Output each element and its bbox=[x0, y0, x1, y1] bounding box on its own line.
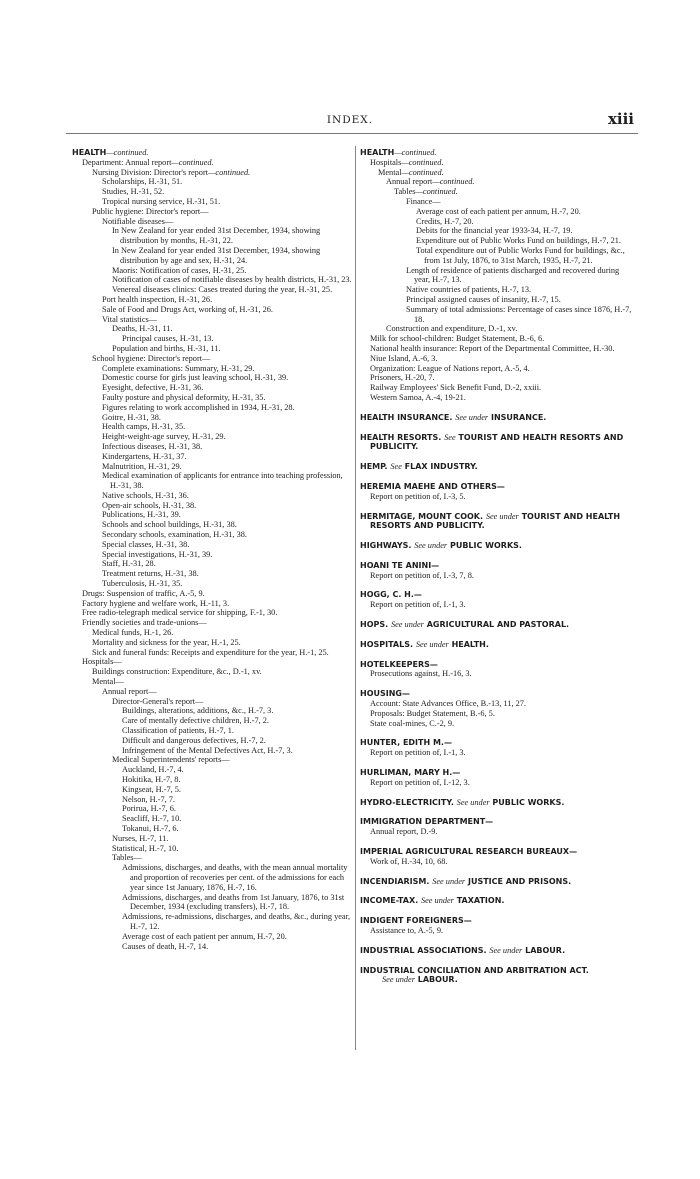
index-heading: HOGG, C. H.— bbox=[360, 590, 422, 600]
index-entry: Construction and expenditure, D.-1, xv. bbox=[386, 324, 518, 334]
index-entry: Tokanui, H.-7, 6. bbox=[122, 823, 179, 833]
index-entry: Eyesight, defective, H.-31, 36. bbox=[102, 383, 204, 393]
index-entry: Expenditure out of Public Works Fund on buildings, H.-7, 21. bbox=[416, 236, 621, 246]
index-entry: Report on petition of, I.-12, 3. bbox=[370, 777, 470, 787]
index-entry: Average cost of each patient per annum, H.-7, 20. bbox=[122, 931, 287, 941]
index-heading: INDUSTRIAL ASSOCIATIONS. See under LABOUR. bbox=[360, 945, 566, 955]
index-entry: Seacliff, H.-7, 10. bbox=[122, 814, 182, 824]
index-entry: Maoris: Notification of cases, H.-31, 25. bbox=[112, 265, 247, 275]
index-entry: In New Zealand for year ended 31st December, 1934, showing distribution by age and sex, H.-31, 24. bbox=[112, 245, 321, 265]
index-entry: Finance— bbox=[406, 196, 441, 206]
index-heading: HEMP. See FLAX INDUSTRY. bbox=[360, 462, 478, 472]
index-heading: HEALTH RESORTS. See TOURIST AND HEALTH RESORTS AND PUBLICITY. bbox=[360, 432, 624, 452]
index-heading: HURLIMAN, MARY H.— bbox=[360, 768, 461, 778]
index-entry: Scholarships, H.-31, 51. bbox=[102, 177, 183, 187]
index-entry: In New Zealand for year ended 31st December, 1934, showing distribution by months, H.-31, 22. bbox=[112, 226, 321, 246]
index-entry: Annual report, D.-9. bbox=[370, 827, 438, 837]
index-entry: Vital statistics— bbox=[102, 314, 158, 324]
index-entry: Director-General's report— bbox=[112, 696, 204, 706]
page-title: INDEX. bbox=[326, 114, 374, 126]
index-heading: INDIGENT FOREIGNERS— bbox=[360, 916, 472, 926]
index-entry: Mortality and sickness for the year, H.-1, 25. bbox=[92, 637, 241, 647]
index-entry: Port health inspection, H.-31, 26. bbox=[102, 294, 213, 304]
index-entry: Annual report— bbox=[102, 686, 157, 696]
index-heading: HOPS. See under AGRICULTURAL AND PASTORAL. bbox=[360, 620, 570, 630]
index-entry: Treatment returns, H.-31, 38. bbox=[102, 569, 199, 579]
index-entry: Admissions, discharges, and deaths, with the mean annual mortality and proportion of recoveries per cent. of the admissions for each year since 1st January, 1876, H.-7, 16. bbox=[122, 863, 348, 892]
index-entry: Care of mentally defective children, H.-7, 2. bbox=[122, 716, 269, 726]
index-entry: Schools and school buildings, H.-31, 38. bbox=[102, 520, 237, 530]
index-entry: Admissions, discharges, and deaths from 1st January, 1876, to 31st December, 1934 (excluding transfers), H.-7, 18. bbox=[122, 892, 345, 912]
index-entry: Nursing Division: Director's report—continued. bbox=[92, 167, 251, 177]
index-heading: INCENDIARISM. See under JUSTICE AND PRISONS. bbox=[360, 876, 572, 886]
index-entry: Hokitika, H.-7, 8. bbox=[122, 775, 181, 784]
index-entry: Causes of death, H.-7, 14. bbox=[122, 941, 209, 951]
index-heading: HEALTH INSURANCE. See under INSURANCE. bbox=[360, 412, 547, 422]
index-heading: IMPERIAL AGRICULTURAL RESEARCH BUREAUX— bbox=[360, 847, 578, 857]
index-entry: Special investigations, H.-31, 39. bbox=[102, 549, 213, 559]
index-entry: School hygiene: Director's report— bbox=[92, 353, 211, 363]
index-entry: Native countries of patients, H.-7, 13. bbox=[406, 285, 532, 295]
index-heading: HOSPITALS. See under HEALTH. bbox=[360, 639, 489, 649]
index-heading: HEALTH—continued. bbox=[72, 148, 149, 157]
index-entry: Classification of patients, H.-7, 1. bbox=[122, 726, 234, 736]
index-entry: Medical funds, H.-1, 26. bbox=[92, 628, 174, 638]
index-heading: HEREMIA MAEHE AND OTHERS— bbox=[360, 481, 505, 491]
index-entry: Admissions, re-admissions, discharges, and deaths, &c., during year, H.-7, 12. bbox=[122, 912, 351, 931]
index-entry: Infectious diseases, H.-31, 38. bbox=[102, 441, 203, 451]
index-entry: Infringement of the Mental Defectives Act, H.-7, 3. bbox=[122, 745, 293, 755]
index-entry: State coal-mines, C.-2, 9. bbox=[370, 718, 455, 728]
index-entry: Deaths, H.-31, 11. bbox=[112, 324, 173, 334]
index-heading: INDUSTRIAL CONCILIATION AND ARBITRATION ACT. bbox=[360, 965, 589, 975]
index-entry: Domestic course for girls just leaving school, H.-31, 39. bbox=[102, 373, 289, 383]
index-heading: HERMITAGE, MOUNT COOK. See under TOURIST AND HEALTH RESORTS AND PUBLICITY. bbox=[360, 511, 621, 531]
index-entry: Free radio-telegraph medical service for shipping, F.-1, 30. bbox=[82, 608, 278, 618]
index-entry: Work of, H.-34, 10, 68. bbox=[370, 856, 448, 866]
index-entry: Organization: League of Nations report, A.-5, 4. bbox=[370, 363, 530, 373]
index-entry: Debits for the financial year 1933-34, H.-7, 19. bbox=[416, 226, 573, 236]
page-number: xiii bbox=[607, 110, 634, 128]
index-entry: Difficult and dangerous defectives, H.-7, 2. bbox=[122, 735, 266, 745]
index-entry: Principal assigned causes of insanity, H.-7, 15. bbox=[406, 294, 561, 304]
index-entry: Factory hygiene and welfare work, H.-11, 3. bbox=[82, 598, 230, 608]
index-entry: Drugs: Suspension of traffic, A.-5, 9. bbox=[82, 588, 205, 598]
index-entry: Faulty posture and physical deformity, H.-31, 35. bbox=[102, 392, 266, 402]
index-entry: Tropical nursing service, H.-31, 51. bbox=[102, 196, 221, 206]
column-divider bbox=[355, 146, 356, 1050]
index-entry: Public hygiene: Director's report— bbox=[92, 206, 209, 216]
index-entry: Buildings construction: Expenditure, &c., D.-1, xv. bbox=[92, 667, 262, 677]
index-heading: HIGHWAYS. See under PUBLIC WORKS. bbox=[360, 541, 522, 551]
index-entry: Summary of total admissions: Percentage of cases since 1876, H.-7, 18. bbox=[406, 304, 632, 324]
index-entry: Venereal diseases clinics: Cases treated during the year, H.-31, 25. bbox=[112, 285, 333, 295]
index-entry: Mental— bbox=[92, 677, 124, 687]
index-heading: HOUSING— bbox=[360, 689, 410, 699]
index-entry: Principal causes, H.-31, 13. bbox=[122, 334, 214, 344]
index-heading: INCOME-TAX. See under TAXATION. bbox=[360, 896, 505, 906]
index-entry: Health camps, H.-31, 35. bbox=[102, 422, 186, 432]
index-entry: Complete examinations: Summary, H.-31, 29. bbox=[102, 363, 255, 373]
index-entry: Hospitals—continued. bbox=[370, 157, 444, 167]
index-entry: Report on petition of, I.-3, 7, 8. bbox=[370, 570, 474, 580]
index-entry: Malnutrition, H.-31, 29. bbox=[102, 461, 182, 471]
index-entry: Average cost of each patient per annum, H.-7, 20. bbox=[416, 206, 581, 216]
index-entry: Native schools, H.-31, 36. bbox=[102, 490, 189, 500]
index-entry: Friendly societies and trade-unions— bbox=[82, 618, 207, 628]
index-entry: Length of residence of patients discharged and recovered during year, H.-7, 13. bbox=[406, 265, 620, 285]
index-entry: Report on petition of, I.-1, 3. bbox=[370, 748, 466, 758]
index-entry: Population and births, H.-31, 11. bbox=[112, 343, 221, 353]
index-entry: Kindergartens, H.-31, 37. bbox=[102, 451, 187, 461]
index-entry: Statistical, H.-7, 10. bbox=[112, 843, 179, 853]
index-entry: Niue Island, A.-6, 3. bbox=[370, 353, 438, 363]
index-heading: HEALTH—continued. bbox=[360, 148, 437, 157]
index-heading: HUNTER, EDITH M.— bbox=[360, 738, 452, 748]
index-entry: Porirua, H.-7, 6. bbox=[122, 804, 176, 814]
index-entry: Hospitals— bbox=[82, 657, 122, 667]
index-entry: Sick and funeral funds: Receipts and expenditure for the year, H.-1, 25. bbox=[92, 647, 329, 657]
index-entry: Notifiable diseases— bbox=[102, 216, 174, 226]
index-entry: Tables—continued. bbox=[394, 187, 458, 197]
index-heading: HOTELKEEPERS— bbox=[360, 659, 438, 669]
index-entry: Prosecutions against, H.-16, 3. bbox=[370, 669, 472, 679]
index-entry: Notification of cases of notifiable diseases by health districts, H.-31, 23. bbox=[112, 275, 352, 285]
index-entry: Special classes, H.-31, 38. bbox=[102, 539, 190, 549]
index-entry: Total expenditure out of Public Works Fund for buildings, &c., from 1st July, 1876, to 31st March, 1935, H.-7, 21. bbox=[416, 245, 625, 265]
index-entry: Tables— bbox=[112, 853, 142, 863]
index-entry: Report on petition of, I.-1, 3. bbox=[370, 600, 466, 610]
index-entry: Assistance to, A.-5, 9. bbox=[370, 926, 444, 936]
index-entry: Auckland, H.-7, 4. bbox=[122, 765, 184, 775]
index-heading: IMMIGRATION DEPARTMENT— bbox=[360, 817, 494, 827]
index-entry: National health insurance: Report of the Departmental Committee, H.-30. bbox=[370, 343, 615, 353]
right-column bbox=[360, 148, 636, 985]
index-entry: See under LABOUR. bbox=[382, 975, 458, 985]
index-entry: Tuberculosis, H.-31, 35. bbox=[102, 579, 183, 589]
index-entry: Figures relating to work accomplished in 1934, H.-31, 28. bbox=[102, 402, 295, 412]
index-entry: Medical examination of applicants for entrance into teaching profession, H.-31, 38. bbox=[102, 471, 343, 491]
index-entry: Secondary schools, examination, H.-31, 38. bbox=[102, 530, 247, 540]
index-entry: Railway Employees' Sick Benefit Fund, D.-2, xxiii. bbox=[370, 383, 542, 393]
index-entry: Prisoners, H.-20, 7. bbox=[370, 373, 435, 383]
index-entry: Nurses, H.-7, 11. bbox=[112, 833, 169, 843]
left-column bbox=[72, 148, 352, 951]
index-entry: Annual report—continued. bbox=[386, 177, 475, 187]
header-rule bbox=[66, 133, 638, 134]
index-entry: Report on petition of, I.-3, 5. bbox=[370, 491, 466, 501]
index-entry: Nelson, H.-7, 7. bbox=[122, 794, 176, 804]
index-entry: Western Samoa, A.-4, 19-21. bbox=[370, 392, 466, 402]
index-heading: HOANI TE ANINI— bbox=[360, 560, 440, 570]
index-entry: Credits, H.-7, 20. bbox=[416, 216, 474, 226]
index-entry: Account: State Advances Office, B.-13, 11, 27. bbox=[370, 699, 526, 709]
index-entry: Sale of Food and Drugs Act, working of, H.-31, 26. bbox=[102, 304, 273, 314]
index-entry: Department: Annual report—continued. bbox=[82, 157, 214, 167]
index-heading: HYDRO-ELECTRICITY. See under PUBLIC WORKS. bbox=[360, 797, 565, 807]
index-entry: Milk for school-children: Budget Statement, B.-6, 6. bbox=[370, 334, 545, 344]
index-entry: Height-weight-age survey, H.-31, 29. bbox=[102, 432, 226, 442]
index-entry: Medical Superintendents' reports— bbox=[112, 755, 230, 765]
index-entry: Buildings, alterations, additions, &c., H.-7, 3. bbox=[122, 706, 274, 716]
index-entry: Mental—continued. bbox=[378, 167, 444, 177]
index-entry: Goitre, H.-31, 38. bbox=[102, 412, 161, 422]
index-entry: Studies, H.-31, 52. bbox=[102, 187, 165, 197]
index-entry: Kingseat, H.-7, 5. bbox=[122, 784, 181, 794]
index-entry: Staff, H.-31, 28. bbox=[102, 559, 156, 569]
index-entry: Publications, H.-31, 39. bbox=[102, 510, 181, 520]
index-entry: Open-air schools, H.-31, 38. bbox=[102, 500, 197, 510]
index-entry: Proposals: Budget Statement, B.-6, 5. bbox=[370, 708, 495, 718]
